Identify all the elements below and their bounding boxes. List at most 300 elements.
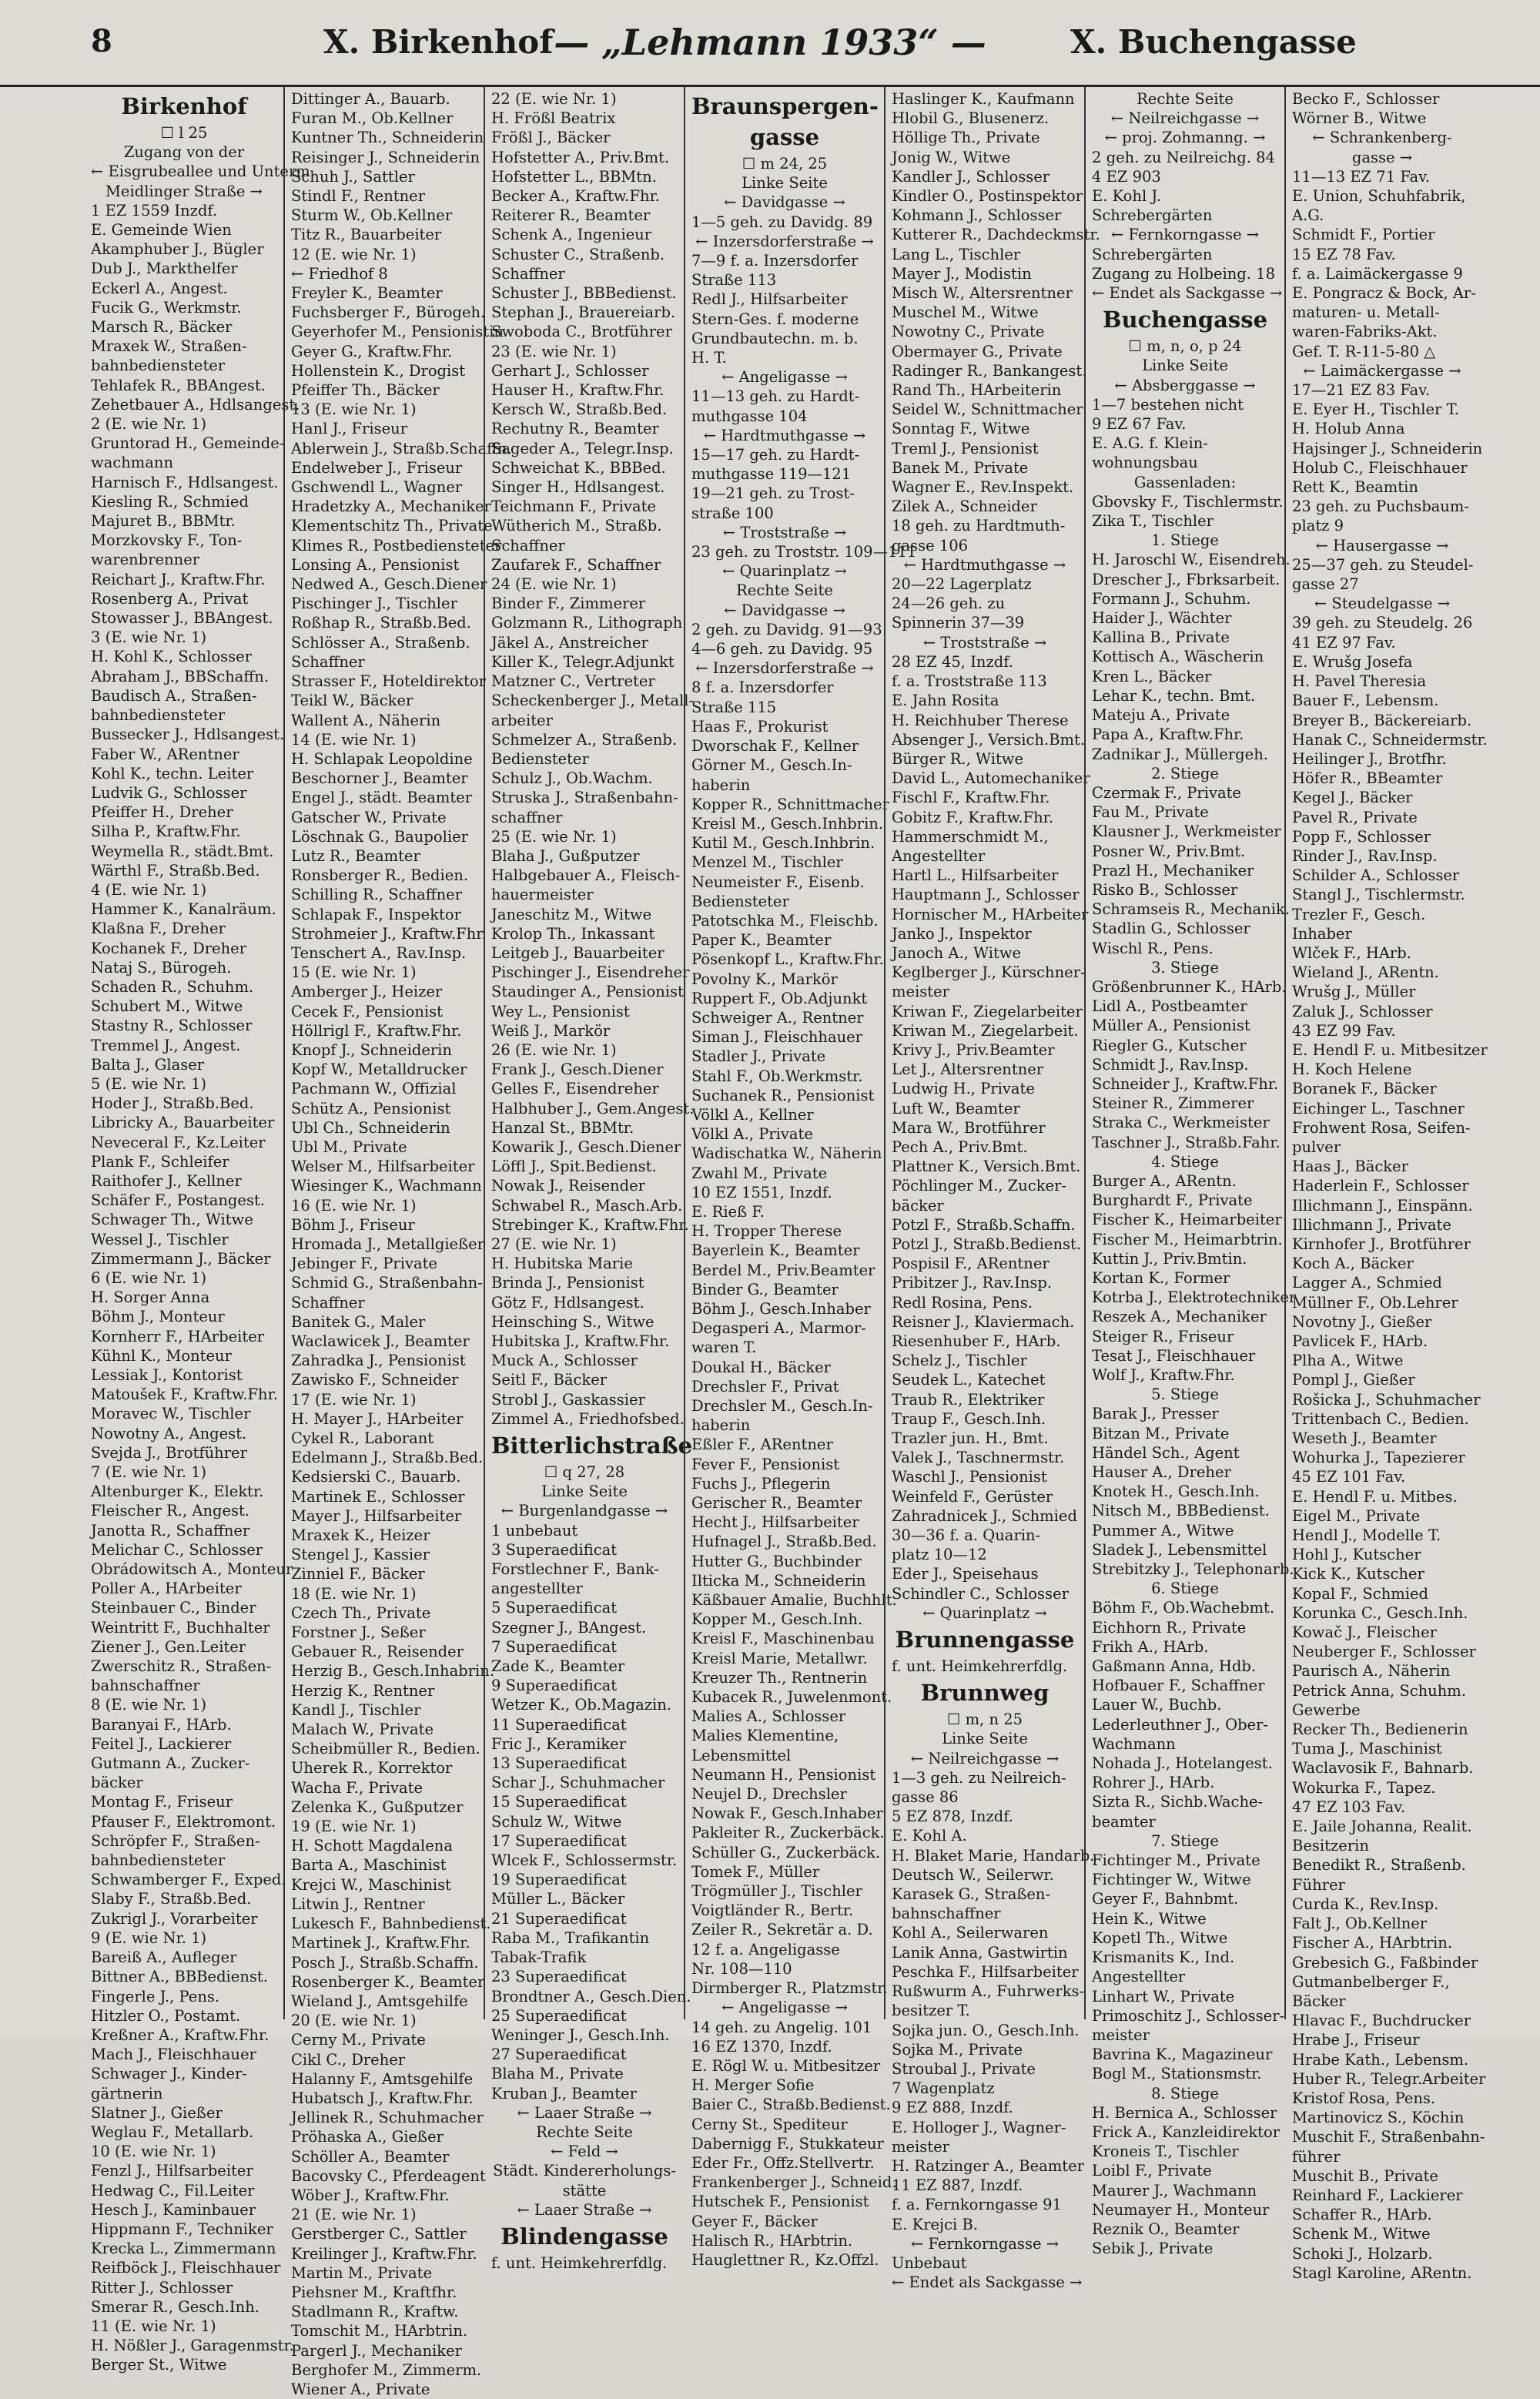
- directory-entry: 11 (E. wie Nr. 1): [91, 2317, 216, 2335]
- directory-entry: 43 EZ 99 Fav.: [1292, 1021, 1396, 1040]
- directory-entry: 15 EZ 78 Fav.: [1292, 245, 1396, 263]
- directory-entry: Abraham J., BBSchaffn.: [91, 667, 270, 685]
- directory-entry: Kreisl M., Gesch.Inhbrin.: [691, 814, 884, 833]
- directory-entry: Nowak F., Gesch.Inhaber: [691, 1804, 883, 1823]
- directory-entry: Fleischer R., Angest.: [91, 1502, 250, 1520]
- directory-entry: Hollenstein K., Drogist: [291, 361, 466, 380]
- directory-entry: Weseth J., Beamter: [1292, 1429, 1437, 1448]
- directory-entry: Szegner J., BAngest.: [491, 1618, 647, 1637]
- directory-entry: angestellter: [491, 1580, 583, 1598]
- section-label: ← Neilreichgasse →: [1110, 109, 1260, 128]
- directory-entry: Steiner R., Zimmerer: [1092, 1094, 1254, 1113]
- directory-entry: Rošicka J., Schuhmacher: [1292, 1390, 1481, 1409]
- directory-entry: Schweiger A., Rentner: [691, 1008, 864, 1027]
- directory-entry: Kotrba J., Elektrotechniker: [1092, 1288, 1297, 1307]
- directory-entry: Heinsching S., Witwe: [491, 1312, 654, 1331]
- directory-entry: Scheckenberger J., Metall-: [491, 692, 695, 710]
- directory-entry: Brinda J., Pensionist: [491, 1274, 644, 1292]
- directory-entry: Weglau F., Metallarb.: [91, 2123, 254, 2141]
- directory-entry: 13 (E. wie Nr. 1): [291, 400, 417, 419]
- directory-entry: Führer: [1292, 1875, 1345, 1894]
- section-label: Linke Seite: [541, 1483, 628, 1501]
- directory-entry: Beschorner J., Beamter: [291, 769, 468, 788]
- directory-entry: Redl Rosina, Pens.: [892, 1293, 1033, 1312]
- directory-entry: Zwahl M., Private: [691, 1164, 828, 1182]
- directory-entry: Bittner A., BBBedienst.: [91, 1968, 268, 1986]
- directory-entry: Hauser H., Kraftw.Fhr.: [491, 381, 665, 400]
- section-label: ← Neilreichgasse →: [910, 1749, 1060, 1767]
- directory-entry: Gruntorad H., Gemeinde-: [91, 434, 285, 453]
- section-label: ← Angeligasse →: [721, 368, 848, 387]
- directory-entry: Blaha M., Private: [491, 2065, 624, 2083]
- directory-entry: Kedsierski C., Bauarb.: [291, 1468, 461, 1486]
- street-heading: Bitterlichstraße: [491, 1432, 693, 1459]
- directory-entry: Wiener A., Private: [291, 2380, 430, 2398]
- directory-entry: Becker A., Kraftw.Fhr.: [491, 187, 660, 206]
- directory-entry: Kandl J., Tischler: [291, 1700, 421, 1719]
- directory-entry: gasse 106: [892, 536, 969, 555]
- directory-entry: Schöller A., Beamter: [291, 2147, 450, 2166]
- section-label: Meidlinger Straße →: [105, 182, 263, 200]
- section-label: Zugang von der: [123, 143, 245, 162]
- directory-entry: Traup F., Gesch.Inh.: [892, 1409, 1046, 1428]
- directory-entry: meister: [892, 2137, 949, 2156]
- directory-entry: Mraxek K., Heizer: [291, 1526, 430, 1545]
- directory-entry: Schelz J., Tischler: [892, 1352, 1027, 1370]
- directory-entry: platz 9: [1292, 517, 1344, 535]
- directory-entry: Baranyai F., HArb.: [91, 1715, 232, 1734]
- directory-entry: Stengel J., Kassier: [291, 1546, 430, 1564]
- directory-entry: Pospisil F., ARentner: [892, 1255, 1050, 1273]
- directory-entry: Neujel D., Drechsler: [691, 1785, 847, 1804]
- directory-entry: Hein K., Witwe: [1092, 1909, 1207, 1928]
- directory-entry: Obermayer G., Private: [892, 342, 1063, 360]
- directory-entry: Wagner E., Rev.Inspekt.: [892, 478, 1074, 497]
- directory-entry: Mateju A., Private: [1092, 706, 1230, 725]
- directory-entry: Lessiak J., Kontorist: [91, 1366, 243, 1384]
- directory-entry: E. Kohl J.: [1092, 187, 1161, 206]
- directory-entry: Schneider J., Kraftw.Fhr.: [1092, 1074, 1279, 1093]
- directory-entry: 11 EZ 887, Inzdf.: [892, 2176, 1023, 2195]
- directory-entry: H. Schott Magdalena: [291, 1837, 453, 1855]
- directory-entry: Seudek L., Katechet: [892, 1371, 1046, 1389]
- directory-entry: Gaßmann Anna, Hdb.: [1092, 1657, 1257, 1676]
- directory-entry: Hoder J., Straßb.Bed.: [91, 1094, 254, 1113]
- directory-entry: Strebitzky J., Telephonarb.: [1092, 1560, 1294, 1579]
- directory-entry: Geyerhofer M., Pensionistin: [291, 323, 504, 341]
- directory-entry: 24 (E. wie Nr. 1): [491, 575, 617, 594]
- directory-entry: 2 geh. zu Davidg. 91—93: [691, 620, 882, 638]
- directory-entry: Hlobil G., Blusenerz.: [892, 109, 1050, 128]
- directory-entry: Akamphuber J., Bügler: [91, 240, 264, 259]
- directory-entry: Pech A., Priv.Bmt.: [892, 1138, 1028, 1156]
- directory-entry: Teichmann F., Private: [491, 498, 656, 516]
- directory-entry: 2 geh. zu Neilreichg. 84: [1092, 148, 1275, 166]
- directory-entry: Schrebergärten: [1092, 245, 1213, 263]
- section-label: Gassenladen:: [1133, 473, 1237, 491]
- directory-entry: Grebesich G., Faßbinder: [1292, 1953, 1478, 1972]
- directory-entry: Hippmann F., Techniker: [91, 2220, 273, 2238]
- directory-entry: Jonig W., Witwe: [892, 148, 1011, 166]
- section-label: Rechte Seite: [536, 2123, 633, 2141]
- directory-entry: Becko F., Schlosser: [1292, 90, 1440, 108]
- directory-entry: Klimes R., Postbediensteter: [291, 536, 502, 555]
- section-label: 8. Stiege: [1151, 2084, 1219, 2102]
- directory-entry: Potzl J., Straßb.Bedienst.: [892, 1235, 1082, 1253]
- directory-entry: 1 EZ 1559 Inzdf.: [91, 201, 218, 219]
- directory-entry: Reifböck J., Fleischhauer: [91, 2259, 281, 2277]
- directory-entry: Cerny St., Spediteur: [691, 2115, 848, 2133]
- directory-entry: Schaffner: [491, 264, 565, 283]
- section-label: ← Steudelgasse →: [1314, 595, 1451, 613]
- directory-entry: Hanl J., Friseur: [291, 420, 408, 438]
- directory-entry: Mach J., Fleischhauer: [91, 2046, 256, 2064]
- directory-entry: H. Nößler J., Garagenmstr.: [91, 2337, 294, 2355]
- directory-entry: Schmelzer A., Straßenb.: [491, 730, 678, 749]
- directory-entry: Hornischer M., HArbeiter: [892, 905, 1089, 923]
- directory-entry: H. Pavel Theresia: [1292, 672, 1427, 691]
- directory-entry: Rett K., Beamtin: [1292, 478, 1418, 497]
- directory-entry: beamter: [1092, 1812, 1156, 1831]
- directory-entry: Kindler O., Postinspektor: [892, 187, 1083, 206]
- directory-entry: Banek M., Private: [892, 458, 1029, 477]
- directory-entry: Wlcek F., Schlossermstr.: [491, 1851, 678, 1870]
- section-label: ← Laimäckergasse →: [1303, 361, 1461, 380]
- directory-entry: 16 EZ 1370, Inzdf.: [691, 2037, 832, 2056]
- directory-entry: Bürger R., Witwe: [892, 749, 1024, 768]
- section-label: ← Hardtmuthgasse →: [703, 426, 866, 444]
- directory-entry: Bediensteter: [691, 892, 789, 910]
- section-label: Rechte Seite: [1137, 90, 1234, 108]
- directory-entry: Mayer J., Modistin: [892, 264, 1032, 283]
- directory-entry: Reisinger J., Schneiderin: [291, 148, 480, 166]
- directory-entry: H. Frößl Beatrix: [491, 109, 616, 128]
- directory-entry: E. Rögl W. u. Mitbesitzer: [691, 2056, 881, 2075]
- column-2: [285, 89, 512, 2398]
- directory-entry: Zinniel F., Bäcker: [291, 1565, 425, 1583]
- directory-entry: Recker Th., Bedienerin: [1292, 1721, 1468, 1739]
- directory-entry: Schubert M., Witwe: [91, 997, 243, 1016]
- directory-entry: Lauer W., Buchb.: [1092, 1696, 1222, 1714]
- directory-entry: Völkl A., Private: [691, 1125, 813, 1144]
- directory-entry: Treml J., Pensionist: [892, 439, 1039, 457]
- directory-entry: Bayerlein K., Beamter: [691, 1241, 860, 1260]
- header-left-street: X. Birkenhof: [323, 23, 554, 61]
- section-label: ☐ m, n 25: [946, 1710, 1023, 1729]
- directory-entry: E. Kohl A.: [892, 1827, 967, 1845]
- directory-entry: 19 (E. wie Nr. 1): [291, 1818, 417, 1836]
- directory-entry: 7 (E. wie Nr. 1): [91, 1463, 207, 1482]
- directory-entry: Steinbauer C., Binder: [91, 1599, 256, 1617]
- directory-entry: Sageder A., Telegr.Insp.: [491, 439, 674, 457]
- directory-entry: Jebinger F., Private: [291, 1255, 437, 1273]
- directory-entry: Kuntner Th., Schneiderin: [291, 129, 484, 147]
- directory-entry: führer: [1292, 2147, 1341, 2166]
- directory-entry: Schweichat K., BBBed.: [491, 458, 666, 477]
- directory-entry: Wokurka F., Tapez.: [1292, 1778, 1436, 1797]
- directory-entry: Hutschek F., Pensionist: [691, 2193, 869, 2211]
- directory-entry: Kopper M., Gesch.Inh.: [691, 1610, 863, 1629]
- directory-entry: Schilling R., Schaffner: [291, 886, 463, 904]
- directory-entry: 25 Superaedificat: [491, 2006, 627, 2025]
- directory-entry: Boranek F., Bäcker: [1292, 1080, 1437, 1098]
- street-heading: Birkenhof: [121, 93, 247, 119]
- directory-entry: Martinek E., Schlosser: [291, 1487, 465, 1506]
- directory-entry: Nr. 108—110: [691, 1959, 792, 1978]
- section-label: ← Burgenlandgasse →: [500, 1502, 668, 1520]
- directory-entry: Golzmann R., Lithograph: [491, 614, 683, 632]
- directory-entry: Waclavosik F., Bahnarb.: [1292, 1759, 1474, 1777]
- directory-entry: Eckerl A., Angest.: [91, 279, 228, 297]
- directory-entry: Kopf W., Metalldrucker: [291, 1060, 467, 1079]
- section-label: ← Schrankenberg-: [1312, 129, 1452, 147]
- directory-entry: Janoch A., Witwe: [892, 943, 1022, 962]
- directory-entry: bahnschaffner: [892, 1905, 1001, 1923]
- directory-entry: Plattner K., Versich.Bmt.: [892, 1158, 1081, 1176]
- directory-entry: Muschit F., Straßenbahn-: [1292, 2128, 1485, 2146]
- directory-entry: Hesch J., Kaminbauer: [91, 2200, 256, 2219]
- directory-entry: Zimmel A., Friedhofsbed.: [491, 1409, 685, 1428]
- directory-entry: 17 (E. wie Nr. 1): [291, 1390, 417, 1409]
- directory-entry: Posch J., Straßb.Schaffn.: [291, 1953, 479, 1972]
- section-label: ← Davidgasse →: [724, 601, 845, 619]
- directory-entry: Illichmann J., Private: [1292, 1215, 1451, 1234]
- directory-entry: Rosenberger K., Beamter: [291, 1972, 485, 1991]
- directory-entry: Hammerschmidt M.,: [892, 827, 1049, 846]
- directory-entry: Gobitz F., Kraftw.Fhr.: [892, 808, 1054, 826]
- directory-entry: Silha P., Kraftw.Fhr.: [91, 823, 241, 841]
- directory-entry: Zaluk J., Schlosser: [1292, 1002, 1433, 1020]
- directory-entry: Mara W., Brotführer: [892, 1118, 1046, 1137]
- directory-entry: Fischer K., Heimarbeiter: [1092, 1211, 1282, 1229]
- directory-entry: Hubatsch J., Kraftw.Fhr.: [291, 2089, 474, 2107]
- directory-entry: E. Wrušg Josefa: [1292, 652, 1413, 671]
- directory-entry: Fingerle J., Pens.: [91, 1987, 220, 2005]
- directory-entry: Pribitzer J., Rav.Insp.: [892, 1274, 1053, 1292]
- directory-entry: 27 (E. wie Nr. 1): [491, 1235, 617, 1253]
- section-label: ☐ m 24, 25: [742, 155, 828, 173]
- directory-entry: Forstlechner F., Bank-: [491, 1560, 659, 1579]
- directory-entry: Pavlicek F., HArb.: [1292, 1332, 1428, 1350]
- directory-entry: Neumayer H., Monteur: [1092, 2200, 1270, 2219]
- section-label: ← Endet als Sackgasse →: [892, 2273, 1083, 2292]
- directory-entry: 9 (E. wie Nr. 1): [91, 1928, 207, 1947]
- directory-entry: Titz R., Bauarbeiter: [291, 226, 442, 244]
- directory-entry: Bussecker J., Hdlsangest.: [91, 725, 285, 744]
- directory-entry: Tomschit M., HArbtrin.: [291, 2322, 468, 2340]
- directory-entry: Prazl H., Mechaniker: [1092, 861, 1254, 880]
- directory-entry: Schlösser A., Straßenb.: [291, 633, 470, 652]
- directory-entry: Haas F., Prokurist: [691, 717, 829, 735]
- directory-entry: bäcker: [892, 1196, 944, 1215]
- directory-entry: H. Reichhuber Therese: [892, 711, 1069, 729]
- directory-entry: Stadlin G., Schlosser: [1092, 920, 1250, 938]
- directory-entry: maturen- u. Metall-: [1292, 303, 1440, 322]
- directory-entry: H. Blaket Marie, Handarb.: [892, 1846, 1095, 1865]
- directory-entry: Dub J., Markthelfer: [91, 260, 238, 278]
- directory-entry: Bacovsky C., Pferdeagent: [291, 2166, 486, 2185]
- directory-entry: Hutter G., Buchbinder: [691, 1552, 862, 1570]
- directory-entry: Frohwent Rosa, Seifen-: [1292, 1118, 1471, 1137]
- directory-entry: Stadler J., Private: [691, 1047, 826, 1066]
- directory-entry: Heilinger J., Brotfhr.: [1292, 749, 1447, 768]
- directory-entry: Ludvik G., Schlosser: [91, 783, 247, 802]
- section-label: 6. Stiege: [1151, 1580, 1219, 1598]
- directory-entry: Kühnl K., Monteur: [91, 1346, 232, 1365]
- directory-entry: Schwager Th., Witwe: [91, 1211, 253, 1229]
- directory-entry: E. A.G. f. Klein-: [1092, 434, 1208, 453]
- directory-entry: wachmann: [91, 454, 174, 472]
- directory-entry: Karasek G., Straßen-: [892, 1885, 1051, 1904]
- directory-entry: 5 EZ 878, Inzdf.: [892, 1808, 1013, 1826]
- section-label: gasse →: [1351, 148, 1413, 166]
- section-label: stätte: [562, 2181, 607, 2200]
- directory-entry: Geyer G., Kraftw.Fhr.: [291, 342, 453, 360]
- directory-entry: Sladek J., Lebensmittel: [1092, 1540, 1267, 1559]
- directory-entry: Müller A., Pensionist: [1092, 1017, 1250, 1035]
- directory-entry: 11 Superaedificat: [491, 1715, 627, 1734]
- directory-entry: Frick A., Kanzleidirektor: [1092, 2123, 1281, 2141]
- directory-entry: Zelenka K., Gußputzer: [291, 1798, 464, 1816]
- directory-entry: E. Jahn Rosita: [892, 692, 999, 710]
- directory-entry: Schaffner: [291, 652, 365, 671]
- directory-entry: Ziener J., Gen.Leiter: [91, 1637, 246, 1656]
- directory-entry: Bitzan M., Private: [1092, 1424, 1230, 1442]
- section-label: 7. Stiege: [1151, 1831, 1219, 1850]
- directory-entry: Müllner F., Ob.Lehrer: [1292, 1293, 1458, 1312]
- directory-entry: Raithofer J., Kellner: [91, 1171, 242, 1190]
- directory-entry: Zehetbauer A., Hdlsangest.: [91, 395, 300, 414]
- directory-entry: Gewerbe: [1292, 1700, 1361, 1719]
- directory-entry: Siman J., Fleischhauer: [691, 1028, 863, 1047]
- directory-entry: Posner W., Priv.Bmt.: [1092, 842, 1246, 860]
- directory-entry: Hecht J., Hilfsarbeiter: [691, 1513, 859, 1532]
- directory-entry: Kristof Rosa, Pens.: [1292, 2089, 1436, 2107]
- directory-entry: Pischinger J., Tischler: [291, 595, 457, 613]
- directory-entry: Nohada J., Hotelangest.: [1092, 1754, 1273, 1773]
- directory-entry: Kallina B., Private: [1092, 628, 1230, 647]
- directory-entry: Ablerwein J., Straßb.Schaffn.: [291, 439, 512, 457]
- column-6: [1086, 89, 1297, 2258]
- directory-entry: 7 Superaedificat: [491, 1637, 618, 1656]
- directory-entry: Ubl Ch., Schneiderin: [291, 1118, 450, 1137]
- directory-entry: Obrádowitsch A., Monteur: [91, 1560, 293, 1579]
- directory-entry: H. Mayer J., HArbeiter: [291, 1409, 464, 1428]
- directory-entry: Besitzerin: [1292, 1837, 1369, 1855]
- directory-entry: Hedwag C., Fil.Leiter: [91, 2181, 255, 2200]
- directory-entry: Eder J., Speisehaus: [892, 1565, 1039, 1583]
- directory-entry: Höfer R., BBeamter: [1292, 769, 1443, 788]
- directory-entry: 9 EZ 67 Fav.: [1092, 415, 1187, 434]
- directory-entry: H. Kohl K., Schlosser: [91, 648, 253, 666]
- directory-entry: Brondtner A., Gesch.Dien.: [491, 1987, 691, 2005]
- directory-entry: Degasperi A., Marmor-: [691, 1319, 866, 1338]
- directory-entry: Fuchs J., Pflegerin: [691, 1474, 831, 1493]
- directory-entry: Kohmann J., Schlosser: [892, 206, 1062, 225]
- directory-entry: Stroubal J., Private: [892, 2059, 1036, 2078]
- directory-entry: 23 Superaedificat: [491, 1968, 627, 1986]
- directory-entry: Fischer M., Heimarbtrin.: [1092, 1230, 1283, 1248]
- directory-entry: 17 Superaedificat: [491, 1831, 627, 1850]
- directory-entry: Hufnagel J., Straßb.Bed.: [691, 1533, 877, 1551]
- directory-entry: Bauer F., Lebensm.: [1292, 692, 1439, 710]
- directory-entry: Risko B., Schlosser: [1092, 880, 1238, 899]
- directory-entry: Papa A., Kraftw.Fhr.: [1092, 725, 1244, 744]
- directory-entry: 23 geh. zu Puchsbaum-: [1292, 498, 1469, 516]
- directory-entry: Teikl W., Bäcker: [291, 692, 413, 710]
- directory-entry: Wrušg J., Müller: [1292, 983, 1416, 1001]
- directory-entry: Hauser A., Dreher: [1092, 1463, 1231, 1482]
- directory-entry: Hendl J., Modelle T.: [1292, 1526, 1441, 1545]
- directory-entry: warenbrenner: [91, 551, 200, 569]
- directory-entry: Janko J., Inspektor: [892, 924, 1032, 943]
- directory-entry: Fischer A., HArbtrin.: [1292, 1934, 1453, 1952]
- directory-entry: Drechsler M., Gesch.In-: [691, 1397, 873, 1415]
- directory-entry: Schar J., Schuhmacher: [491, 1774, 665, 1792]
- directory-entry: Berger St., Witwe: [91, 2356, 227, 2374]
- directory-entry: Schenk A., Ingenieur: [491, 226, 652, 244]
- directory-entry: Schenk M., Witwe: [1292, 2225, 1431, 2243]
- directory-entry: Cikl C., Dreher: [291, 2050, 406, 2069]
- directory-entry: 21 (E. wie Nr. 1): [291, 2206, 417, 2224]
- directory-entry: Voigtländer R., Bertr.: [691, 1901, 854, 1920]
- directory-entry: 4 EZ 903: [1092, 167, 1161, 186]
- directory-entry: Slatner J., Gießer: [91, 2103, 223, 2122]
- directory-entry: Wallent A., Näherin: [291, 711, 441, 729]
- directory-entry: Traub R., Elektriker: [892, 1390, 1045, 1409]
- directory-entry: Cerny M., Private: [291, 2031, 426, 2049]
- directory-entry: Nowotny A., Angest.: [91, 1424, 247, 1442]
- directory-entry: Breyer B., Bäckereiarb.: [1292, 711, 1472, 729]
- directory-entry: Schaffner: [491, 536, 565, 555]
- directory-entry: A.G.: [1292, 206, 1324, 225]
- directory-entry: Tenschert A., Rav.Insp.: [291, 943, 467, 962]
- directory-entry: Kreßner A., Kraftw.Fhr.: [91, 2025, 270, 2044]
- directory-entry: Schulz W., Witwe: [491, 1812, 622, 1831]
- directory-entry: 3 Superaedificat: [491, 1540, 618, 1559]
- directory-entry: Matoušek F., Kraftw.Fhr.: [91, 1385, 278, 1404]
- directory-entry: Kopal F., Schmied: [1292, 1584, 1429, 1603]
- directory-entry: 11—13 EZ 71 Fav.: [1292, 167, 1431, 186]
- directory-entry: E. Jaile Johanna, Realit.: [1292, 1818, 1472, 1836]
- directory-entry: Montag F., Friseur: [91, 1793, 233, 1811]
- directory-entry: Drescher J., Fbrksarbeit.: [1092, 570, 1281, 588]
- directory-entry: Halisch R., HArbtrin.: [691, 2231, 853, 2250]
- directory-entry: Kegel J., Bäcker: [1292, 789, 1413, 807]
- directory-entry: f. a. Laimäckergasse 9: [1292, 264, 1463, 283]
- directory-entry: Krivy J., Priv.Beamter: [892, 1040, 1055, 1059]
- section-label: 5. Stiege: [1151, 1385, 1219, 1404]
- directory-entry: Ubl M., Private: [291, 1138, 407, 1156]
- directory-entry: Kortan K., Former: [1092, 1268, 1230, 1287]
- section-label: Rechte Seite: [736, 581, 833, 600]
- section-label: ← Hausergasse →: [1315, 536, 1449, 555]
- directory-entry: Burger A., ARentn.: [1092, 1171, 1237, 1190]
- directory-entry: Bareiß A., Aufleger: [91, 1948, 237, 1967]
- section-label: Linke Seite: [942, 1730, 1028, 1748]
- directory-entry: 5 (E. wie Nr. 1): [91, 1074, 207, 1093]
- directory-entry: Kopetl Th., Witwe: [1092, 1928, 1228, 1947]
- directory-entry: Kohl A., Seilerwaren: [892, 1924, 1049, 1942]
- directory-entry: 1—7 bestehen nicht: [1092, 395, 1244, 414]
- directory-entry: Feitel J., Lackierer: [91, 1734, 232, 1753]
- directory-entry: Linhart W., Private: [1092, 1987, 1235, 2005]
- directory-entry: Haider J., Wächter: [1092, 609, 1232, 628]
- directory-entry: Kandler J., Schlosser: [892, 167, 1050, 186]
- directory-entry: Ronsberger R., Bedien.: [291, 866, 469, 885]
- column-7: [1286, 89, 1488, 2282]
- directory-entry: Angestellter: [892, 846, 986, 865]
